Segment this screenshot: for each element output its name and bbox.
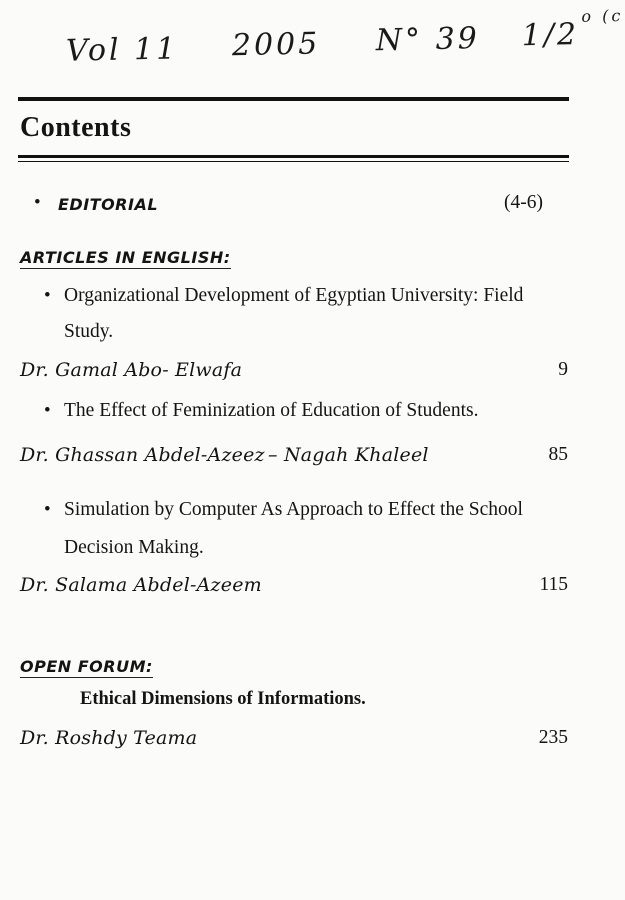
article-title-cont: Study. bbox=[64, 321, 114, 342]
article-page: 85 bbox=[548, 444, 568, 465]
article-coauthor: – Nagah Khaleel bbox=[268, 444, 429, 466]
article-title: The Effect of Feminization of Education of Students. bbox=[64, 400, 479, 421]
top-rule bbox=[18, 97, 569, 101]
title-rule-thin bbox=[18, 161, 569, 162]
handwritten-number: N° 39 bbox=[375, 21, 481, 59]
forum-page: 235 bbox=[538, 727, 568, 748]
handwritten-corner-mark: o (c bbox=[581, 6, 624, 26]
bullet-dot: • bbox=[34, 192, 41, 213]
section-open-forum: OPEN FORUM: bbox=[20, 657, 153, 676]
handwritten-year: 2005 bbox=[231, 26, 321, 64]
bullet-dot: • bbox=[44, 285, 51, 306]
handwritten-volume: Vol 11 bbox=[65, 31, 179, 69]
forum-title: Ethical Dimensions of Informations. bbox=[80, 689, 366, 709]
article-title-cont: Decision Making. bbox=[64, 537, 204, 558]
article-title: Simulation by Computer As Approach to Effect the School bbox=[64, 499, 523, 520]
article-author: Dr. Salama Abdel-Azeem bbox=[20, 574, 262, 596]
article-page: 115 bbox=[539, 574, 568, 595]
title-rule bbox=[18, 155, 569, 158]
article-author: Dr. Gamal Abo- Elwafa bbox=[20, 359, 243, 381]
page-title: Contents bbox=[20, 112, 132, 143]
handwritten-fraction: 1/2 bbox=[521, 16, 580, 54]
article-title: Organizational Development of Egyptian University: Field bbox=[64, 285, 524, 306]
article-author: Dr. Ghassan Abdel-Azeez bbox=[20, 444, 265, 466]
page-number-editorial: (4-6) bbox=[504, 192, 543, 213]
bullet-dot: • bbox=[44, 499, 51, 520]
handwritten-annotation bbox=[59, 6, 624, 84]
article-page: 9 bbox=[558, 359, 568, 380]
bullet-dot: • bbox=[44, 400, 51, 421]
section-editorial: EDITORIAL bbox=[58, 195, 159, 214]
forum-author: Dr. Roshdy Teama bbox=[20, 727, 198, 749]
section-articles-english: ARTICLES IN ENGLISH: bbox=[20, 248, 231, 267]
